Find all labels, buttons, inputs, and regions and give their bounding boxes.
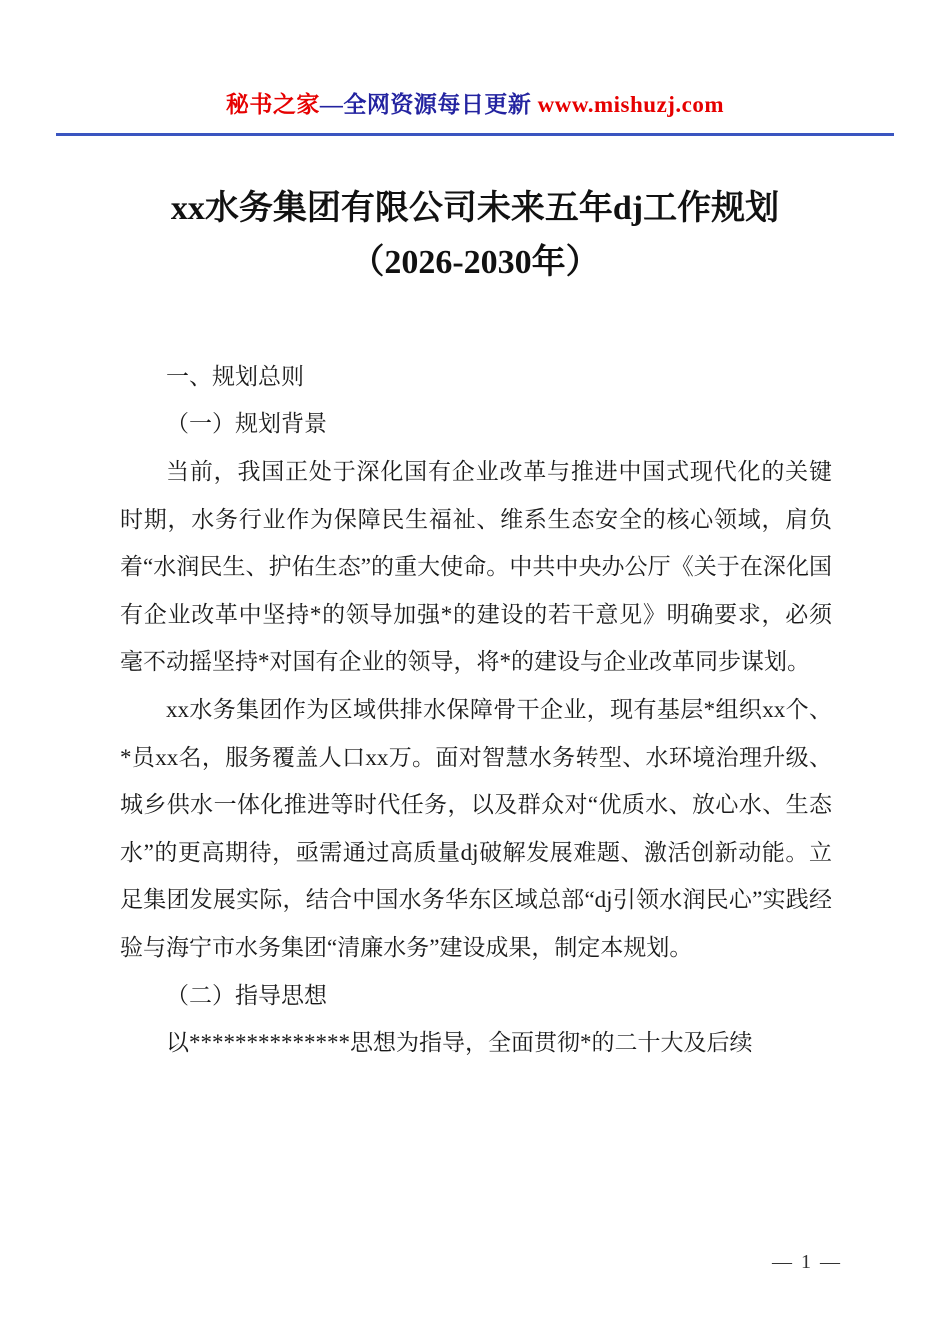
page-number: — 1 — [772,1251,842,1273]
site-tagline: —全网资源每日更新 [319,92,538,117]
header-divider [56,133,894,136]
site-name: 秘书之家 [225,92,320,117]
paragraph-2: xx水务集团作为区域供排水保障骨干企业，现有基层*组织xx个、*员xx名，服务覆盖人口xx万。面对智慧水务转型、水环境治理升级、城乡供水一体化推进等时代任务，以及群众对“优质水、放心水、生态水”的更高期待，亟需通过高质量dj破解发展难题、激活创新动能。立足集团发展实际，结合中国水务华东区域总部“dj引领水润民心”实践经验与海宁市水务集团“清廉水务”建设成果，制定本规划。 [120,697,832,961]
site-header [0,0,950,119]
section-heading: 一、规划总则 [166,363,304,389]
sub-heading-2: （二）指导思想 [166,982,327,1008]
paragraph-3: 以**************思想为指导，全面贯彻*的二十大及后续 [166,1030,753,1056]
sub-heading-1: （一）规划背景 [166,411,327,437]
document-body [120,353,832,1067]
document-title-line2: （2026-2030年） [350,244,600,282]
site-url-link[interactable]: www.mishuzj.com [537,92,725,117]
document-title [0,182,950,291]
document-title-line1: xx水务集团有限公司未来五年dj工作规划 [170,190,780,227]
paragraph-1: 当前，我国正处于深化国有企业改革与推进中国式现代化的关键时期，水务行业作为保障民生福祉、维系生态安全的核心领域，肩负着“水润民生、护佑生态”的重大使命。中共中央办公厅《关于在深化国有企业改革中坚持*的领导加强*的建设的若干意见》明确要求，必须毫不动摇坚持*对国有企业的领导，将*的建设与企业改革同步谋划。 [120,459,832,675]
